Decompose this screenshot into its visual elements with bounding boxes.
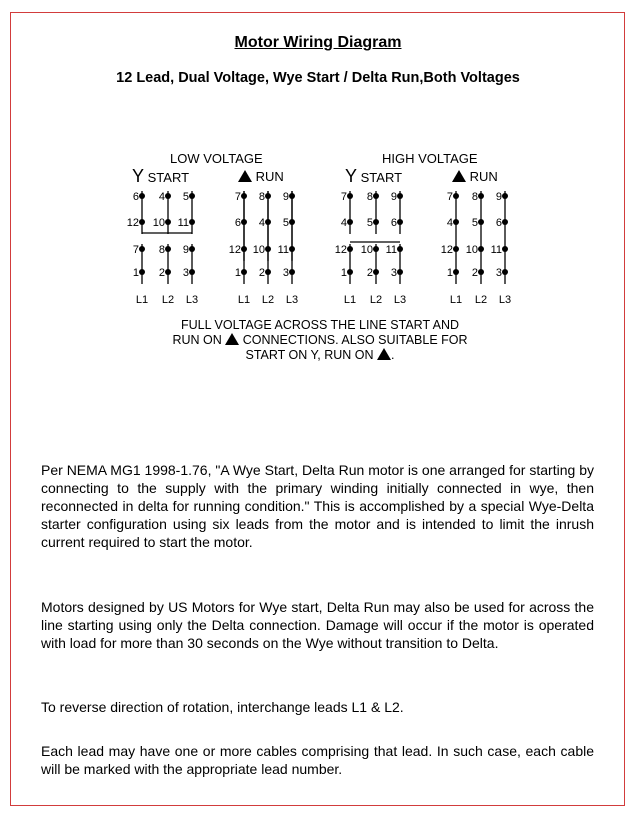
wye-symbol: Y [345,166,358,186]
page-subtitle: 12 Lead, Dual Voltage, Wye Start / Delta Run,Both Voltages [116,70,520,86]
terminal-label: 2 [158,267,165,279]
terminal-dot [139,269,145,275]
terminal-label: 10 [360,244,373,256]
terminal-label: 5 [282,217,289,229]
terminal-label: 2 [258,267,265,279]
terminal-label: 5 [182,191,189,203]
terminal-label: 9 [390,191,397,203]
terminal-label: 9 [182,244,189,256]
terminal-dot [265,269,271,275]
terminal-dot [373,219,379,225]
terminal-dot [397,246,403,252]
terminal-label: 12 [126,217,139,229]
line-label: L3 [285,294,299,306]
terminal-label: 7 [132,244,139,256]
high-wye-start-label: Y START [345,166,403,186]
line-label: L3 [185,294,199,306]
low-voltage-label: LOW VOLTAGE [170,151,263,166]
line-label: L2 [474,294,488,306]
high-voltage-label: HIGH VOLTAGE [382,151,478,166]
terminal-dot [189,219,195,225]
terminal-label: 2 [471,267,478,279]
terminal-label: 5 [366,217,373,229]
terminal-dot [347,246,353,252]
terminal-dot [453,219,459,225]
terminal-dot [265,219,271,225]
terminal-dot [478,219,484,225]
line-label: L1 [449,294,463,306]
terminal-label: 3 [495,267,502,279]
terminal-dot [165,246,171,252]
line-label: L2 [261,294,275,306]
terminal-label: 8 [258,191,265,203]
terminal-dot [289,246,295,252]
low-delta-run-label: RUN [238,169,284,184]
paragraph-nema-definition: Per NEMA MG1 1998-1.76, "A Wye Start, Delta Run motor is one arranged for starting by connecting to the supply with the primary winding initially connected in wye, then reconnected in delta for running condition." This is accomplished by a special Wye-Delta starter configuration using six leads from the motor and is intended to limit the inrush current required to start the motor. [41,462,594,550]
terminal-dot [289,193,295,199]
terminal-label: 9 [495,191,502,203]
terminal-label: 10 [252,244,265,256]
page-title: Motor Wiring Diagram [234,34,402,51]
terminal-dot [397,193,403,199]
terminal-dot [241,269,247,275]
line-label: L1 [343,294,357,306]
terminal-dot [373,193,379,199]
terminal-dot [373,269,379,275]
terminal-dot [139,246,145,252]
terminal-label: 4 [158,191,165,203]
terminal-dot [189,193,195,199]
terminal-label: 12 [440,244,453,256]
line-label: L2 [161,294,175,306]
terminal-dot [265,193,271,199]
terminal-label: 10 [465,244,478,256]
terminal-label: 11 [385,244,397,256]
line-label: L1 [237,294,251,306]
wye-symbol: Y [132,166,145,186]
terminal-label: 2 [366,267,373,279]
terminal-dot [139,219,145,225]
terminal-label: 4 [446,217,453,229]
terminal-label: 5 [471,217,478,229]
terminal-dot [347,269,353,275]
terminal-label: 11 [177,217,189,229]
terminal-dot [241,219,247,225]
terminal-label: 1 [132,267,139,279]
terminal-label: 6 [495,217,502,229]
terminal-dot [373,246,379,252]
terminal-label: 1 [340,267,347,279]
terminal-label: 12 [334,244,347,256]
high-delta-run-label: RUN [452,169,498,184]
terminal-dot [347,219,353,225]
terminal-dot [478,193,484,199]
terminal-dot [189,246,195,252]
terminal-dot [397,269,403,275]
terminal-dot [347,193,353,199]
terminal-dot [453,269,459,275]
terminal-dot [397,219,403,225]
terminal-dot [241,246,247,252]
terminal-dot [289,269,295,275]
terminal-label: 8 [471,191,478,203]
terminal-label: 1 [446,267,453,279]
terminal-label: 10 [152,217,165,229]
paragraph-reverse-rotation: To reverse direction of rotation, interchange leads L1 & L2. [41,699,404,715]
terminal-label: 9 [282,191,289,203]
line-label: L1 [135,294,149,306]
terminal-label: 11 [277,244,289,256]
terminal-label: 12 [228,244,241,256]
terminal-label: 6 [132,191,139,203]
terminal-label: 6 [390,217,397,229]
terminal-dot [502,219,508,225]
terminal-label: 1 [234,267,241,279]
line-label: L3 [393,294,407,306]
terminal-label: 4 [340,217,347,229]
terminal-dot [241,193,247,199]
delta-icon [225,333,239,345]
paragraph-cable-marking: Each lead may have one or more cables comprising that lead. In such case, each cable will be marked with the appropriate lead number. [41,743,594,777]
terminal-label: 6 [234,217,241,229]
terminal-dot [165,193,171,199]
terminal-dot [165,219,171,225]
line-label: L2 [369,294,383,306]
terminal-dot [139,193,145,199]
terminal-dot [453,193,459,199]
terminal-label: 4 [258,217,265,229]
terminal-dot [265,246,271,252]
terminal-label: 3 [182,267,189,279]
terminal-label: 3 [282,267,289,279]
terminal-dot [453,246,459,252]
terminal-dot [502,193,508,199]
terminal-label: 8 [366,191,373,203]
terminal-label: 7 [446,191,453,203]
terminal-dot [502,246,508,252]
terminal-dot [502,269,508,275]
low-wye-start-label: Y START [132,166,190,186]
line-label: L3 [498,294,512,306]
paragraph-across-line: Motors designed by US Motors for Wye start, Delta Run may also be used for across the line starting using only the Delta connection. Damage will occur if the motor is operated with load for more than 30 seconds on the Wye without transition to Delta. [41,599,594,651]
terminal-label: 7 [234,191,241,203]
terminal-label: 7 [340,191,347,203]
terminal-label: 8 [158,244,165,256]
delta-icon [377,348,391,360]
terminal-dot [165,269,171,275]
terminal-dot [189,269,195,275]
terminal-dot [478,246,484,252]
terminal-dot [478,269,484,275]
terminal-dot [289,219,295,225]
terminal-label: 11 [490,244,502,256]
terminal-label: 3 [390,267,397,279]
diagram-note: FULL VOLTAGE ACROSS THE LINE START AND RUN ON CONNECTIONS. ALSO SUITABLE FOR START ON Y, RUN ON . [172,318,468,362]
